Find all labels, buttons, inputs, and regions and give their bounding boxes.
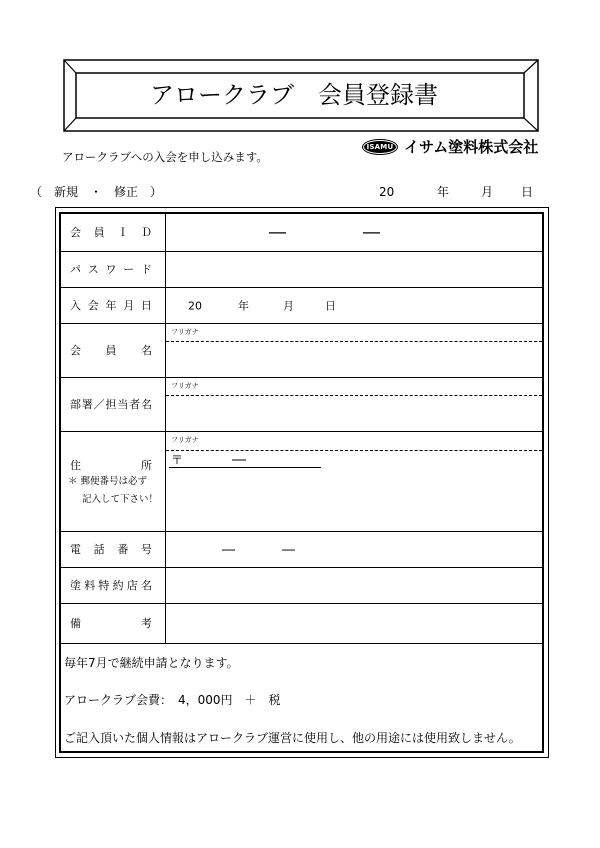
header-date-year: 年: [437, 185, 450, 199]
company-name: イサム塗料株式会社: [404, 138, 539, 156]
furigana-band: [166, 324, 542, 342]
furigana-band: [166, 432, 542, 451]
label-char: 住: [70, 459, 81, 472]
label-char: Ｉ: [117, 226, 129, 239]
row-password: [61, 252, 542, 288]
label-char: 年: [105, 299, 117, 312]
label-char: 会: [70, 226, 81, 239]
header-date-prefix: 20: [379, 185, 395, 199]
row-phone: [61, 532, 542, 568]
label-char: 部: [70, 398, 81, 411]
intro-text: アロークラブへの入会を申し込みます。: [62, 150, 268, 164]
header-date-month: 月: [481, 185, 494, 199]
row-join-date: [61, 288, 542, 324]
note-fee: アロークラブ会費： 4，000円 ＋ 税: [64, 693, 281, 707]
row-contact: [61, 378, 542, 432]
join-date-prefix: 20: [188, 299, 202, 312]
field-phone: [166, 532, 542, 567]
note-renewal: 毎年7月で継続申請となります。: [64, 656, 239, 670]
row-address: [61, 432, 542, 532]
label-char: ワ: [105, 263, 117, 276]
label-char: 担: [105, 398, 117, 411]
field-member-id: [166, 214, 542, 251]
join-date-day: 日: [325, 299, 336, 312]
header-date-day: 日: [521, 185, 534, 199]
join-date-month: 月: [283, 299, 294, 312]
label-char: 考: [141, 617, 152, 630]
label-remarks: [70, 617, 152, 630]
label-cell: [61, 214, 166, 251]
label-address: [70, 459, 152, 472]
label-char: 員: [105, 344, 117, 357]
label-char: ー: [123, 263, 135, 276]
furigana-label: フリガナ: [171, 382, 199, 390]
company-logo: ISAMU: [362, 139, 398, 155]
label-char: 当: [117, 398, 129, 411]
postal-mark: 〒: [171, 453, 184, 467]
label-char: パ: [70, 263, 81, 276]
label-cell: [61, 378, 166, 431]
page-title: アロークラブ 会員登録書: [150, 81, 438, 109]
label-char: Ｄ: [140, 226, 152, 239]
label-dealer: [70, 579, 152, 592]
row-remarks: [61, 604, 542, 644]
label-char: ス: [87, 263, 99, 276]
label-cell: [61, 324, 166, 377]
label-cell: [61, 288, 166, 323]
label-char: 備: [70, 617, 81, 630]
label-char: 名: [140, 579, 152, 592]
label-char: 塗: [70, 579, 81, 592]
row-dealer: [61, 568, 542, 604]
label-cell: [61, 432, 166, 531]
field-join-date: [166, 288, 542, 323]
notes-section: [61, 644, 542, 751]
field-dealer: [166, 568, 542, 603]
field-member-name: [166, 324, 542, 377]
label-char: 名: [141, 344, 152, 357]
join-date-year: 年: [238, 299, 249, 312]
label-password: [70, 263, 152, 276]
label-char: 署: [81, 398, 93, 411]
label-char: 約: [112, 579, 124, 592]
application-type: （ 新規 ・ 修正 ）: [30, 185, 163, 199]
address-note-1: ＊ 郵便番号は必ず: [68, 476, 148, 487]
label-char: 月: [123, 299, 135, 312]
label-contact: [70, 398, 152, 411]
field-remarks: [166, 604, 542, 643]
label-member-id: [70, 226, 152, 239]
label-char: 者: [129, 398, 141, 411]
label-char: ド: [141, 263, 152, 276]
label-char: 話: [93, 543, 105, 556]
postal-code-underline: [169, 467, 321, 468]
form-table: [59, 212, 544, 753]
row-member-name: [61, 324, 542, 378]
label-phone: [70, 543, 152, 556]
field-contact: [166, 378, 542, 431]
note-privacy: ご記入頂いた個人情報はアロークラブ運営に使用し、他の用途には使用致しません。: [64, 731, 521, 745]
label-join-date: [70, 299, 152, 312]
label-char: 日: [141, 299, 152, 312]
label-char: ／: [93, 398, 105, 411]
phone-separator-2: ―: [282, 542, 295, 557]
label-char: 電: [70, 543, 81, 556]
label-cell: [61, 532, 166, 567]
label-char: 所: [141, 459, 152, 472]
row-member-id: [61, 214, 542, 252]
label-char: 番: [117, 543, 129, 556]
furigana-band: [166, 378, 542, 396]
label-char: 入: [70, 299, 81, 312]
id-separator-2: ―: [363, 222, 380, 242]
furigana-label: フリガナ: [171, 328, 199, 336]
label-member-name: [70, 344, 152, 357]
label-char: 特: [98, 579, 110, 592]
field-password: [166, 252, 542, 287]
field-address: [166, 432, 542, 531]
furigana-label: フリガナ: [171, 436, 199, 444]
label-char: 料: [84, 579, 96, 592]
address-note-2: 記入して下さい！: [82, 494, 159, 505]
label-char: 店: [126, 579, 138, 592]
label-char: 号: [140, 543, 152, 556]
label-char: 名: [140, 398, 152, 411]
label-cell: [61, 604, 166, 643]
label-cell: [61, 252, 166, 287]
label-char: 会: [87, 299, 99, 312]
postal-separator: ―: [232, 452, 246, 468]
label-cell: [61, 568, 166, 603]
phone-separator-1: ―: [222, 542, 235, 557]
label-char: 会: [70, 344, 81, 357]
label-char: 員: [93, 226, 105, 239]
id-separator-1: ―: [269, 222, 286, 242]
